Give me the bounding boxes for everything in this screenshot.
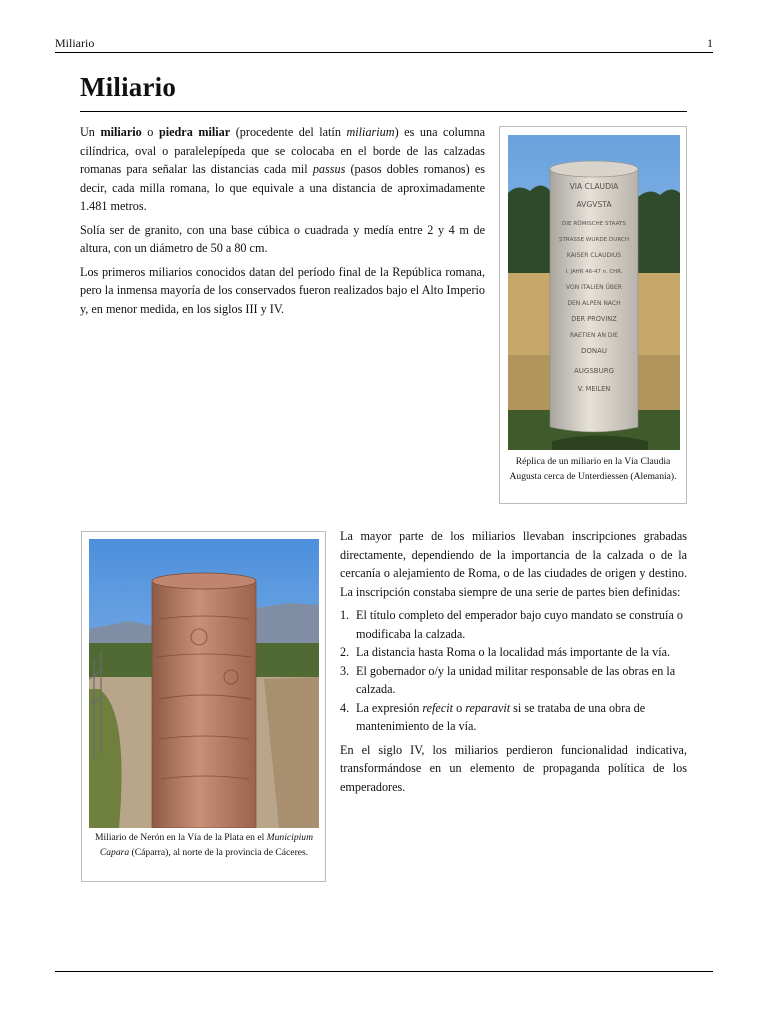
- list-item: [340, 662, 687, 699]
- figure-replica-milestone: [499, 126, 687, 504]
- photo-neron-milestone: [89, 539, 319, 828]
- term-miliario: miliario: [100, 125, 142, 139]
- inscription-line: DEN ALPEN NACH: [567, 300, 621, 307]
- right-column: [340, 527, 687, 801]
- inscription-line: AVGVSTA: [576, 200, 612, 209]
- text-run: o: [453, 700, 466, 715]
- text-run: Un: [80, 125, 101, 139]
- material-paragraph: Solía ser de granito, con una base cúbica o cuadrada y medía entre 2 y 4 m de altura, con un diámetro de 50 a 80 cm.: [80, 222, 485, 255]
- term-passus: passus: [312, 162, 346, 176]
- inscription-line: V. MEILEN: [577, 385, 611, 393]
- term-piedra-miliar: piedra miliar: [158, 125, 231, 139]
- text-run: (Cáparra), al norte de la provincia de Cáceres.: [129, 847, 309, 858]
- inscription-line: STRASSE WURDE DURCH: [558, 237, 630, 243]
- figure2-caption: [86, 830, 322, 860]
- inscription-line: DIE RÖMISCHE STAATS: [562, 221, 626, 227]
- inscription-line: VON ITALIEN ÜBER: [566, 284, 622, 291]
- list-item: [340, 643, 687, 662]
- inscription-line: DER PROVINZ: [571, 315, 617, 323]
- text-run: ) es una columna cilíndrica, oval o paralelepípeda que se colocaba en el borde de las calzadas romanas para señalar las distancias cada mil: [80, 125, 485, 176]
- photo-replica-milestone: [508, 135, 680, 450]
- left-column: [80, 123, 485, 323]
- text-run: (pasos dobles romanos) es decir, cada milla romana, lo que equivale a una distancia de aproximadamente 1.481 metros.: [80, 162, 485, 213]
- page-number: 1: [707, 36, 713, 50]
- caption-italic: Municipium Capara: [99, 832, 314, 858]
- text-run: (procedente del latín: [230, 125, 347, 139]
- list-item-text: El título completo del emperador bajo cuyo mandato se construía o modificaba la calzada.: [356, 608, 683, 641]
- term-miliarium: miliarium: [346, 125, 395, 139]
- text-run: o: [141, 125, 159, 139]
- inscription-line: VIA CLAUDIA: [569, 182, 619, 191]
- footer-divider: [55, 971, 713, 972]
- list-item-text: La distancia hasta Roma o la localidad más importante de la vía.: [356, 645, 671, 659]
- inscription-line: RAETIEN AN DIE: [569, 332, 619, 339]
- figure1-caption: Réplica de un miliario en la Vía Claudia Augusta cerca de Unterdiessen (Alemania).: [509, 456, 677, 482]
- text-run: Miliario de Nerón en la Vía de la Plata en el: [94, 832, 267, 843]
- text-run: La expresión: [356, 700, 423, 715]
- list-number: 4.: [340, 700, 350, 715]
- title-divider: [80, 111, 687, 112]
- history-paragraph: Los primeros miliarios conocidos datan del período final de la República romana, pero la inmensa mayoría de los conservados fueron realizados bajo el Alto Imperio y, en menor medida, en los siglos III y IV.: [80, 264, 485, 316]
- list-number: 3.: [340, 663, 350, 678]
- running-header: [55, 36, 713, 53]
- list-item: [340, 606, 687, 643]
- inscription-line: KAISER CLAUDIUS: [566, 252, 622, 259]
- inscription-line: I. JAHR 46-47 n. CHR.: [565, 269, 623, 275]
- intro-paragraph: [80, 123, 485, 216]
- inscriptions-paragraph: La mayor parte de los miliarios llevaban inscripciones grabadas directamente, dependiendo de la importancia de la calzada o de la cercanía o alejamiento de Roma, o de las ciudades de origen y destino. La inscripción constaba siempre de una serie de partes bien definidas:: [340, 529, 687, 599]
- term-refecit: refecit: [422, 700, 454, 715]
- inscription-line: DONAU: [580, 347, 608, 355]
- figure-neron-milestone: [81, 531, 326, 882]
- inscription-line: AUGSBURG: [574, 367, 614, 375]
- text-run: si se trataba de una obra de mantenimiento de la vía.: [356, 700, 646, 733]
- running-title: Miliario: [55, 36, 95, 50]
- propaganda-paragraph: En el siglo IV, los miliarios perdieron funcionalidad indicativa, transformándose en un elemento de propaganda política de los emperadores.: [340, 742, 687, 794]
- inscription-parts-list: [340, 606, 687, 736]
- list-item: [340, 699, 687, 736]
- list-number: 1.: [340, 608, 350, 622]
- page-title: Miliario: [80, 72, 177, 102]
- list-number: 2.: [340, 645, 350, 659]
- term-reparavit: reparavit: [465, 700, 511, 715]
- list-item-text: El gobernador o/y la unidad militar responsable de las obras en la calzada.: [356, 663, 676, 696]
